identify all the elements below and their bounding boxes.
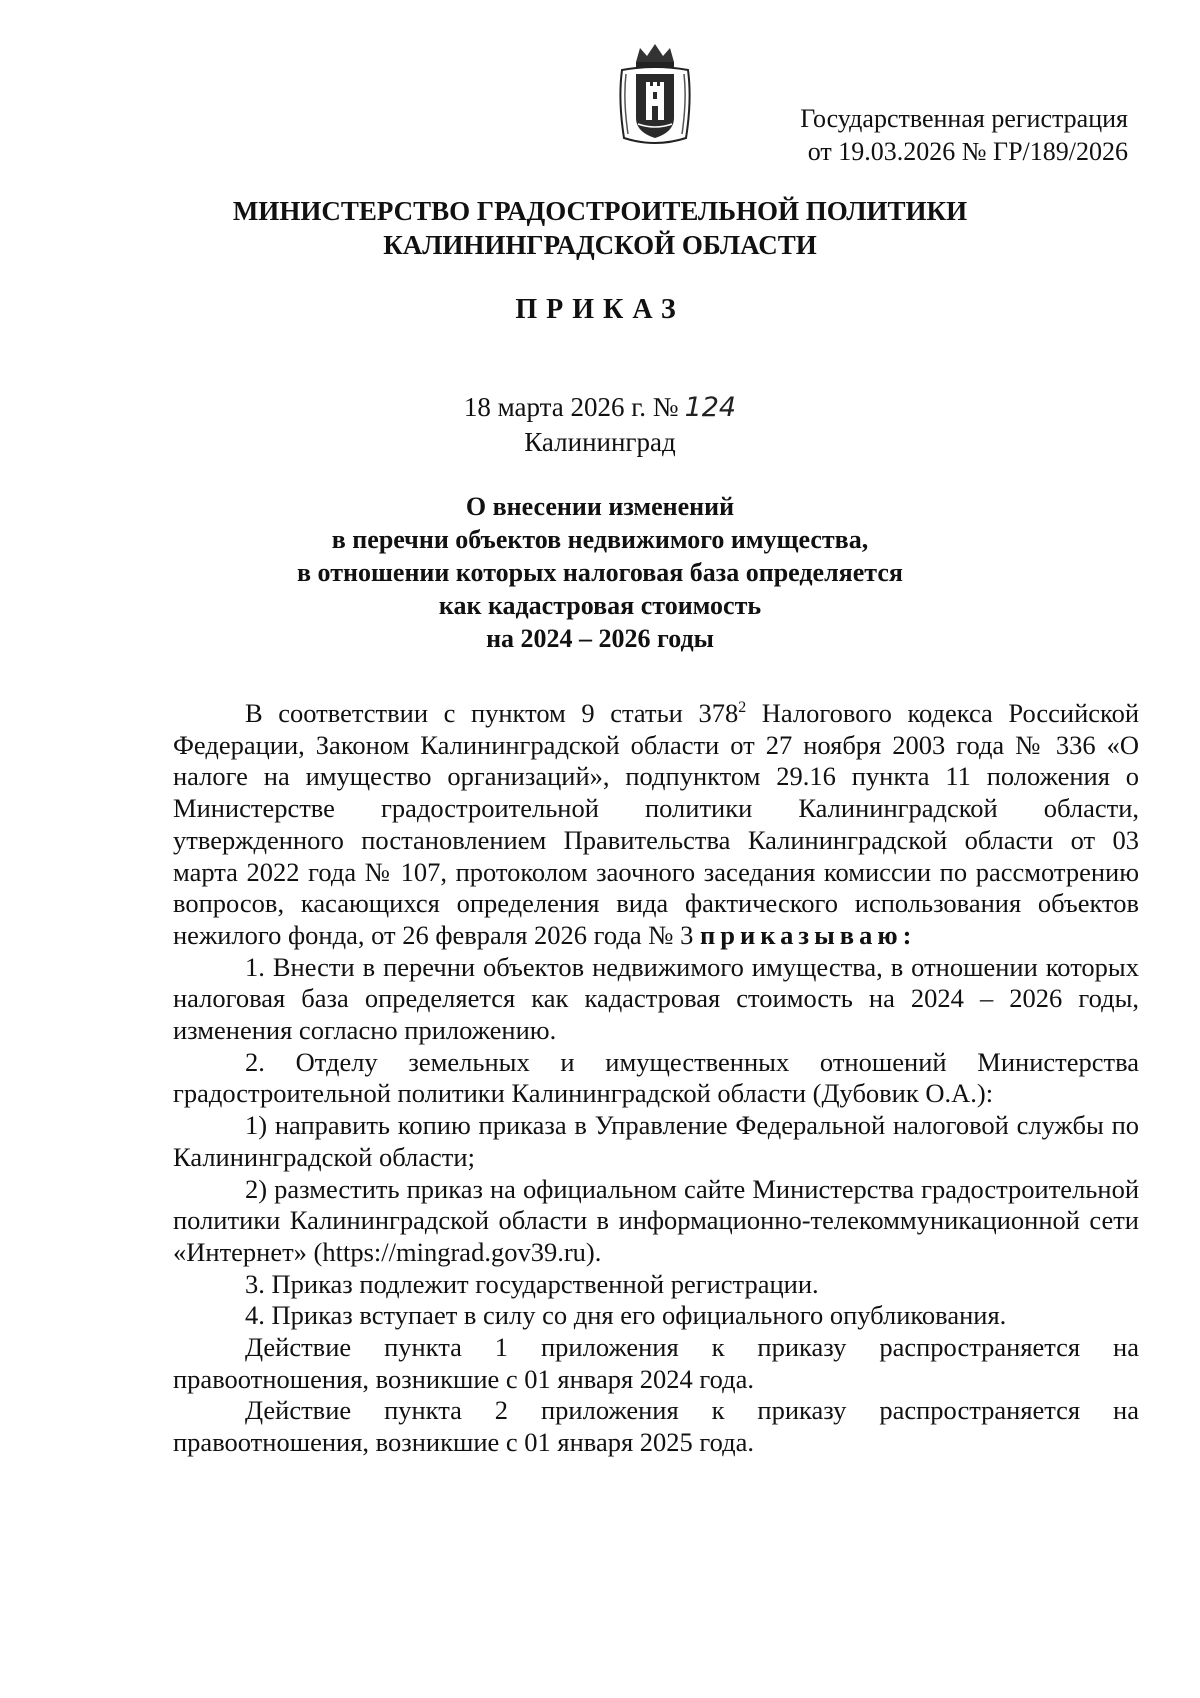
preamble-paragraph: В соответствии с пунктом 9 статьи $378^2$ Налогового кодекса Российской Федерации, Законом Калининградской области от 27 ноября 2003 года № 336 «О налоге на имущество организаций», подпунктом 29.16 пункта 11 положения о Министерстве градостроительной политики Калининградской области, утвержденного постановлением Правительства Калининградской области от 03 марта 2022 года № 107, протоколом заочного заседания комиссии по рассмотрению вопросов, касающихся определения вида фактического использования объектов нежилого фонда, от 26 февраля 2026 года № 3 приказываю: [173,698,1140,950]
effect-paragraph-2: Действие пункта 2 приложения к приказу распространяется на правоотношения, возникшие с 01 января 2025 года. [173,1395,1139,1458]
order-number: 124 [684,392,737,423]
document-type: ПРИКАЗ [515,294,685,325]
order-date: 18 марта 2026 г. № [463,392,679,422]
item-1: 1. Внести в перечни объектов недвижимого имущества, в отношении которых налоговая база определяется как кадастровая стоимость на 2024 – 2026 годы, изменения согласно приложению. [173,951,1139,1046]
order-subject [0,490,1200,655]
state-registration [800,102,1128,168]
item-3: 3. Приказ подлежит государственной регистрации. [245,1268,819,1299]
ministry-name [0,194,1200,262]
order-date-block [0,390,1200,459]
item-2: 2. Отделу земельных и имущественных отношений Министерства градостроительной политики Калининградской области (Дубовик О.А.): [173,1046,1139,1109]
effect-paragraph-1: Действие пункта 1 приложения к приказу распространяется на правоотношения, возникшие с 01 января 2024 года. [173,1332,1139,1394]
order-body [173,698,1139,1459]
subject-line3: в отношении которых налоговая база определяется [297,558,903,587]
subject-line4: как кадастровая стоимость [438,591,762,620]
kaliningrad-coat-of-arms-icon [616,40,694,148]
ministry-name-line1: МИНИСТЕРСТВО ГРАДОСТРОИТЕЛЬНОЙ ПОЛИТИКИ [232,196,968,226]
ministry-name-line2: КАЛИНИНГРАДСКОЙ ОБЛАСТИ [383,230,817,260]
item-2-2: 2) разместить приказ на официальном сайте Министерства градостроительной политики Калининградской области в информационно-телекоммуникационной сети «Интернет» (https://mingrad.gov39.ru). [173,1173,1139,1267]
item-2-1: 1) направить копию приказа в Управление Федеральной налоговой службы по Калининградской области; [173,1110,1139,1172]
item-4: 4. Приказ вступает в силу со дня его официального опубликования. [245,1300,1007,1331]
order-verb: приказываю: [700,919,917,950]
registration-number: от 19.03.2026 № ГР/189/2026 [807,137,1128,166]
subject-line2: в перечни объектов недвижимого имущества, [331,525,869,554]
registration-title: Государственная регистрация [800,104,1128,133]
subject-line5: на 2024 – 2026 годы [486,624,714,653]
order-city: Калининград [524,427,676,457]
subject-line1: О внесении изменений [465,492,735,521]
